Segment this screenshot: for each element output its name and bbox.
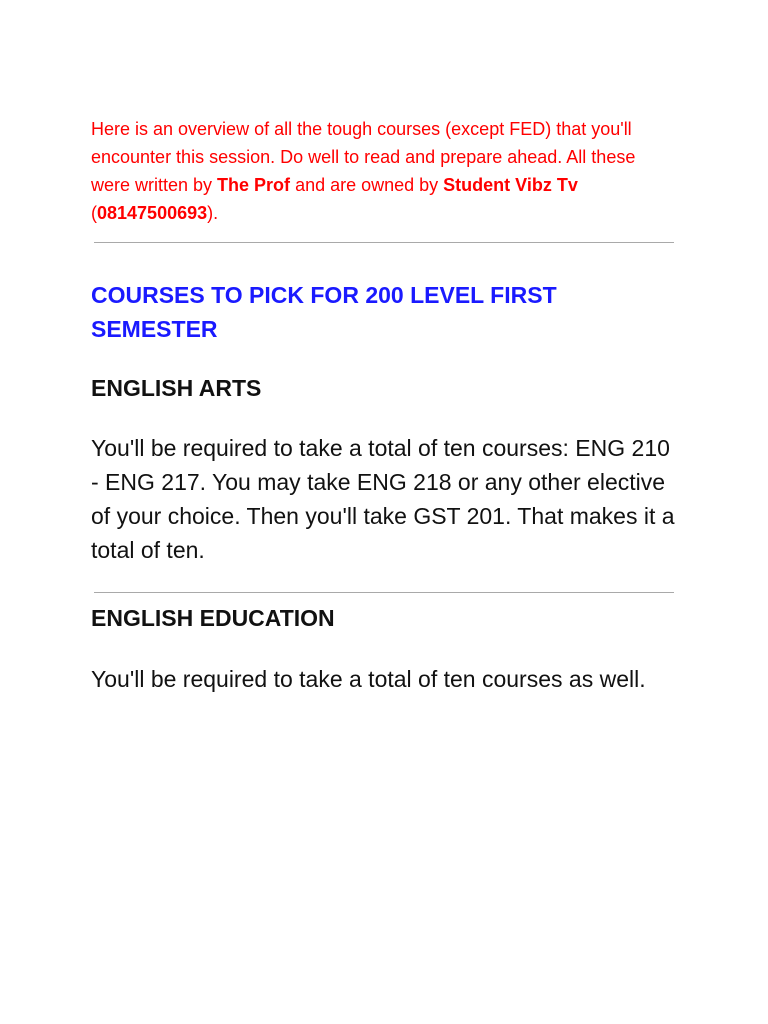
document-page <box>91 115 676 692</box>
intro-paragraph <box>91 115 676 227</box>
owner-name: Student Vibz Tv <box>443 175 578 195</box>
section-body-english-education: You'll be required to take a total of ten courses as well. <box>91 666 646 692</box>
divider <box>94 592 674 593</box>
author-name: The Prof <box>217 175 291 195</box>
phone-number: 08147500693 <box>97 203 208 223</box>
intro-text-2: and are owned by <box>290 175 444 195</box>
intro-text-1: Here is an overview of all the tough courses (except FED) that you'll encounter this session. Do well to read and prepare ahead. All these were written by <box>91 119 636 195</box>
divider <box>94 242 674 243</box>
section-body-english-arts: You'll be required to take a total of ten courses: ENG 210 - ENG 217. You may take ENG 218 or any other elective of your choice. Then you'll take GST 201. That makes it a total of ten. <box>91 435 675 563</box>
section-heading-english-arts: ENGLISH ARTS <box>91 375 262 401</box>
section-title: COURSES TO PICK FOR 200 LEVEL FIRST SEMESTER <box>91 282 557 342</box>
intro-text-3: ( <box>91 203 97 223</box>
section-heading-english-education: ENGLISH EDUCATION <box>91 605 335 631</box>
intro-text-4: ). <box>207 203 219 223</box>
